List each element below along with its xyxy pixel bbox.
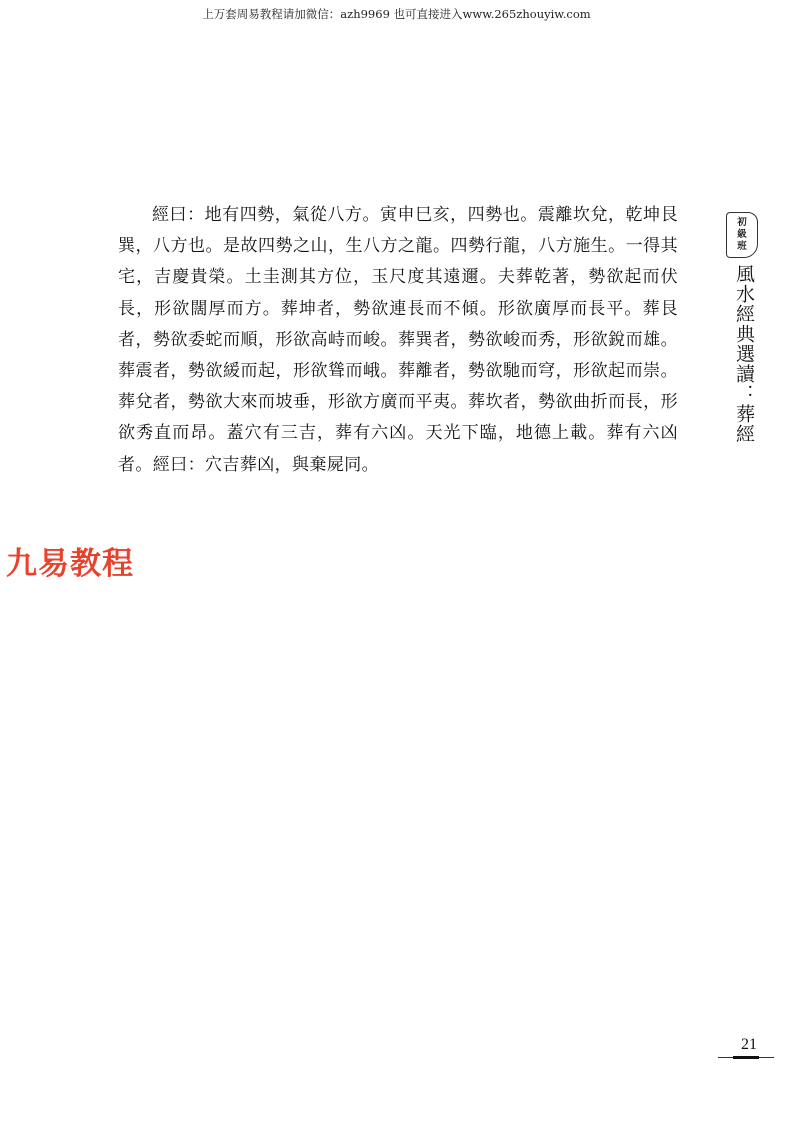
- page-number: 21: [741, 1036, 757, 1053]
- header-watermark: 上万套周易教程请加微信：azh9969 也可直接进入www.265zhouyiw.com: [202, 7, 591, 21]
- page-number-rule-accent: [733, 1056, 759, 1059]
- body-paragraph: 經曰：地有四勢，氣從八方。寅申巳亥，四勢也。震離坎兌，乾坤艮巽，八方也。是故四勢之山，生八方之龍。四勢行龍，八方施生。一得其宅，吉慶貴榮。土圭測其方位，玉尺度其遠邇。夫葬乾著，勢欲起而伏長，形欲闊厚而方。葬坤者，勢欲連長而不傾。形欲廣厚而長平。葬艮者，勢欲委蛇而順，形欲高峙而峻。葬巽者，勢欲峻而秀，形欲銳而雄。葬震者，勢欲緩而起，形欲聳而峨。葬離者，勢欲馳而穹，形欲起而崇。葬兌者，勢欲大來而坡垂，形欲方廣而平夷。葬坎者，勢欲曲折而長，形欲秀直而昂。蓋穴有三吉，葬有六凶。天光下臨，地德上載。葬有六凶者。經曰：穴吉葬凶，與棄屍同。: [118, 205, 678, 475]
- main-text-block: [118, 200, 678, 481]
- book-title-vertical: 風水經典選讀：葬經: [733, 264, 755, 444]
- brand-watermark: 九易教程: [6, 546, 134, 582]
- level-char-3: 班: [737, 241, 747, 252]
- side-tab: [726, 212, 760, 444]
- level-badge: [726, 212, 758, 258]
- level-char-1: 初: [737, 217, 747, 228]
- level-char-2: 級: [737, 229, 747, 240]
